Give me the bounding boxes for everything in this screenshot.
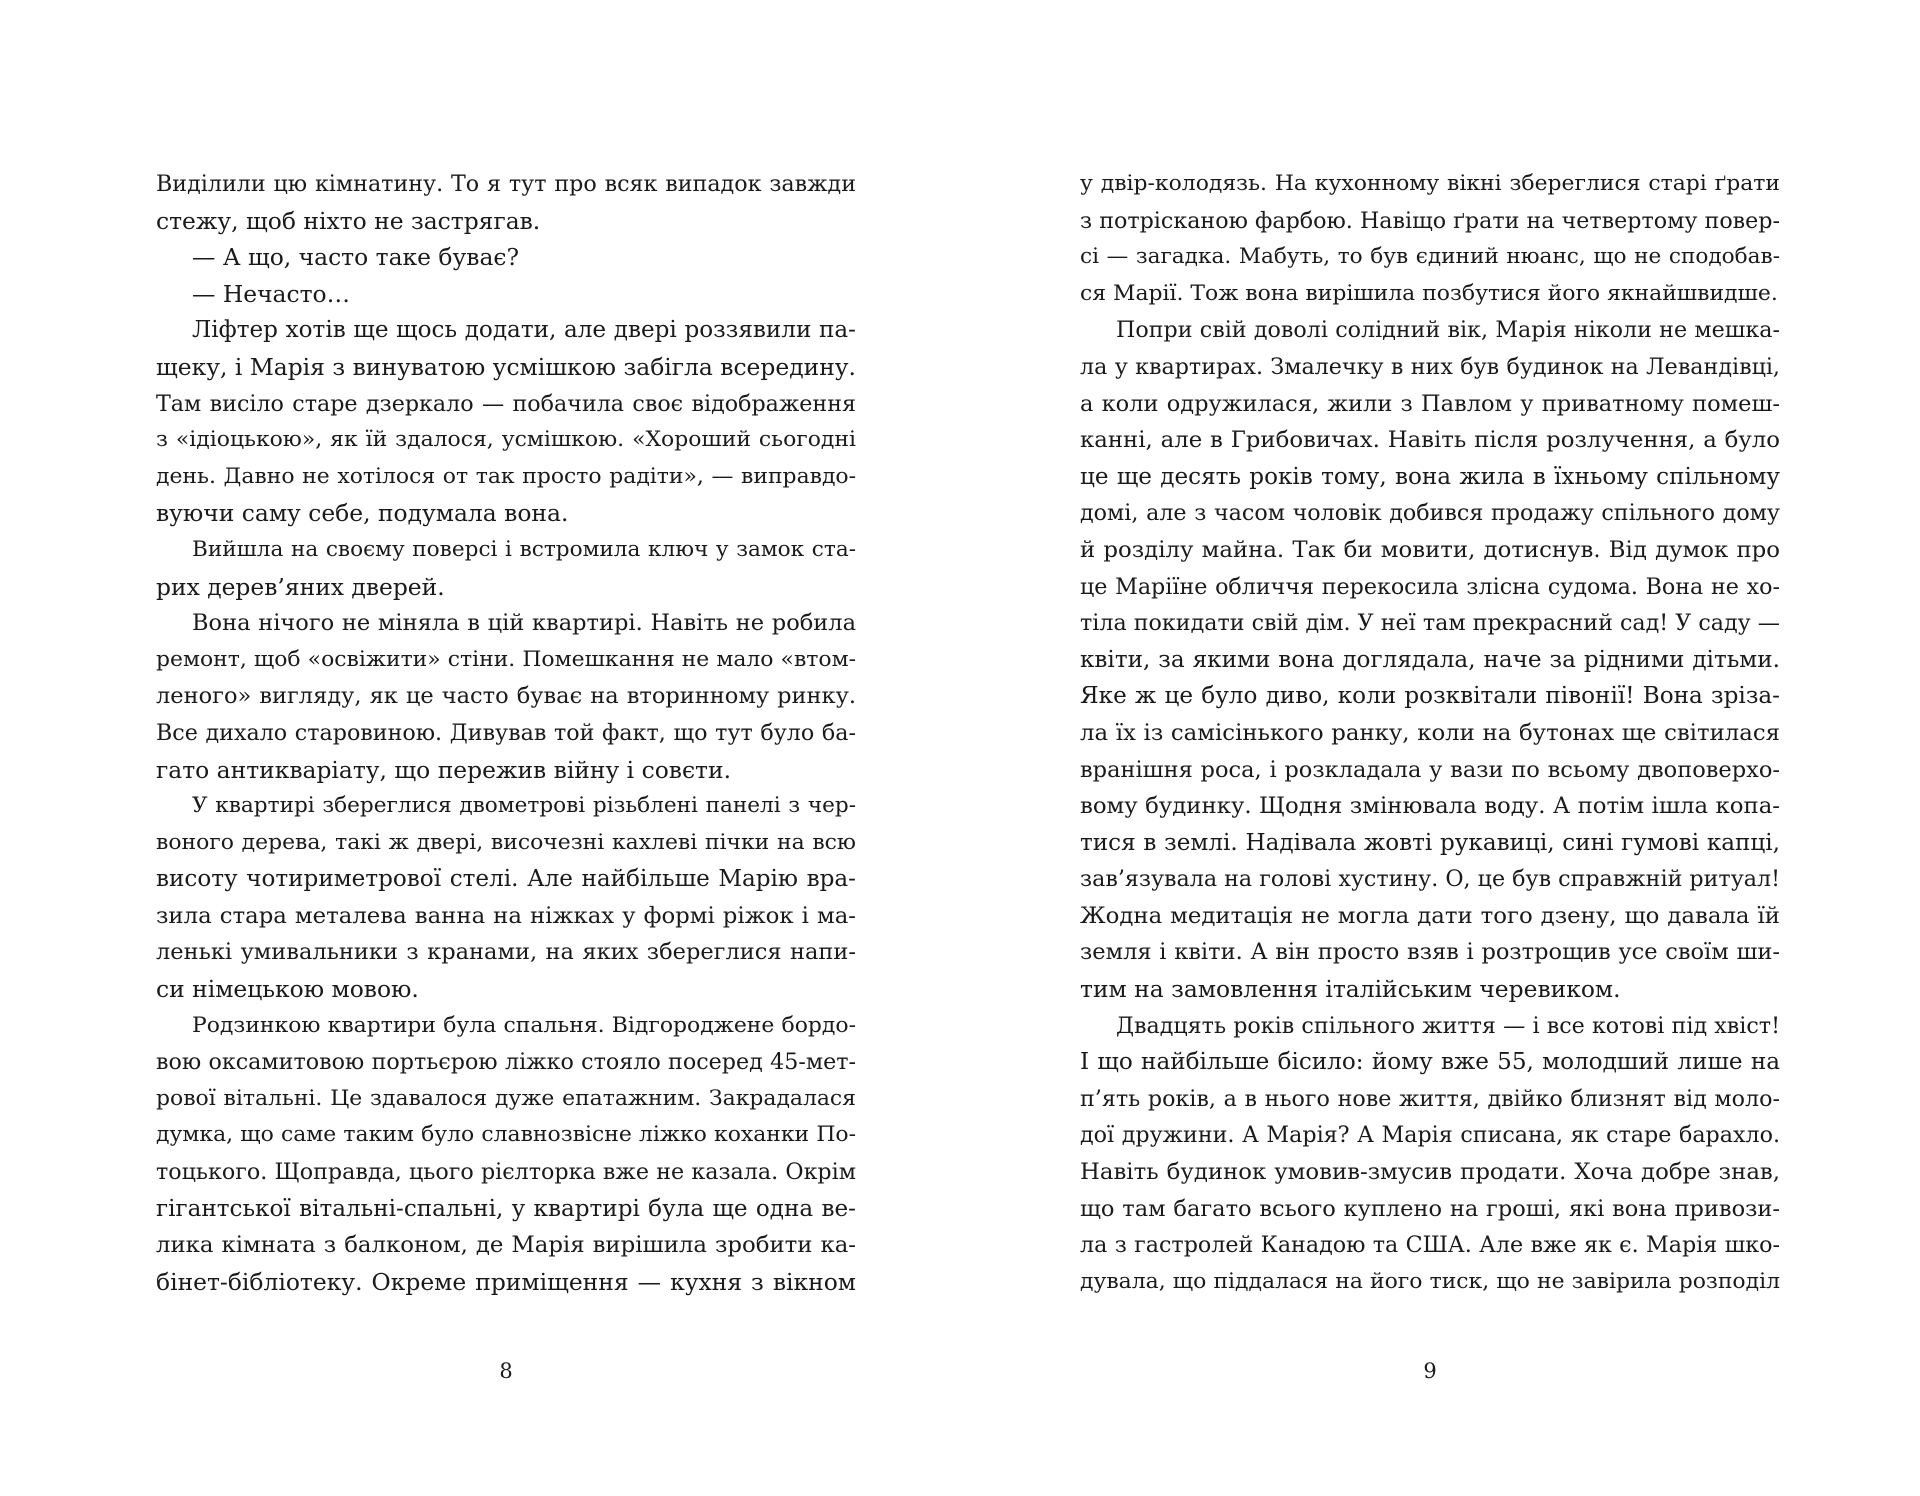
text-line: стежу, щоб ніхто не застрягав. bbox=[156, 206, 541, 235]
right-page-number: 9 bbox=[1423, 1359, 1437, 1383]
text-line: — А що, часто таке буває? bbox=[192, 243, 520, 272]
text-line: тіла покидати свій дім. У неї там прекрасний сад! У саду — bbox=[1080, 610, 1780, 637]
text-line: з потрісканою фарбою. Навіщо ґрати на четвертому повер- bbox=[1080, 207, 1780, 234]
text-line: канні, але в Грибовичах. Навіть після розлучення, а було bbox=[1080, 427, 1780, 454]
text-line: гігантської вітальні-спальні, у квартирі була ще одна ве- bbox=[156, 1195, 856, 1222]
text-line: — Нечасто… bbox=[192, 279, 350, 308]
text-line: щеку, і Марія з винуватою усмішкою забігла всередину. bbox=[156, 352, 856, 381]
text-line: гато антикваріату, що пережив війну і совєти. bbox=[156, 755, 732, 784]
text-line: сі — загадка. Мабуть, то був єдиний нюанс, що не сподобав- bbox=[1080, 244, 1780, 270]
text-line: з «ідіоцькою», як їй здалося, усмішкою. «Хороший сьогодні bbox=[156, 427, 856, 453]
text-line: Яке ж це було диво, коли розквітали півонії! Вона зріза- bbox=[1080, 683, 1780, 710]
text-line: дувала, що піддалася на його тиск, що не завірила розподіл bbox=[1080, 1268, 1780, 1294]
text-line: У квартирі збереглися двометрові різьблені панелі з чер- bbox=[192, 793, 856, 819]
text-line: це ще десять років тому, вона жила в їхньому спільному bbox=[1080, 463, 1780, 490]
text-line: си німецькою мовою. bbox=[156, 975, 419, 1004]
text-line: ла у квартирах. Змалечку в них був будинок на Левандівці, bbox=[1080, 353, 1780, 380]
text-line: що там багато всього куплено на гроші, які вона привози- bbox=[1080, 1195, 1780, 1222]
text-line: Вона нічого не міняла в цій квартирі. Навіть не робила bbox=[192, 610, 856, 637]
text-line: Там висіло старе дзеркало — побачила своє відображення bbox=[156, 390, 856, 417]
text-line: вому будинку. Щодня змінювала воду. А потім ішла копа- bbox=[1080, 793, 1780, 820]
text-line: Виділили цю кімнатину. То я тут про всяк випадок завжди bbox=[156, 171, 856, 197]
text-line: тоцького. Щоправда, цього рієлторка вже не казала. Окрім bbox=[156, 1159, 856, 1186]
text-line: тися в землі. Надівала жовті рукавиці, сині гумові капці, bbox=[1080, 829, 1780, 856]
left-page-text bbox=[156, 166, 856, 1300]
text-line: Ліфтер хотів ще щось додати, але двері роззявили па- bbox=[192, 317, 856, 344]
text-line: Вийшла на своєму поверсі і встромила ключ у замок ста- bbox=[192, 536, 856, 562]
text-line: Жодна медитація не могла дати того дзену, що давала їй bbox=[1080, 902, 1780, 929]
text-line: бінет-бібліотеку. Окреме приміщення — кухня з вікном bbox=[156, 1267, 856, 1296]
text-line: Попри свій доволі солідний вік, Марія ніколи не мешка- bbox=[1116, 317, 1780, 344]
text-line: рової вітальні. Це здавалося дуже епатажним. Закрадалася bbox=[156, 1085, 856, 1111]
text-line: п’ять років, а в нього нове життя, двійко близнят від моло- bbox=[1080, 1085, 1780, 1112]
right-page bbox=[1080, 166, 1780, 1416]
text-line: Родзинкою квартири була спальня. Відгороджене бордо- bbox=[192, 1012, 856, 1038]
text-line: вранішня роса, і розкладала у вази по всьому двоповерхо- bbox=[1080, 756, 1780, 783]
right-page-text bbox=[1080, 166, 1780, 1300]
left-page-number: 8 bbox=[499, 1359, 513, 1383]
text-line: І що найбільше бісило: йому вже 55, молодший лише на bbox=[1080, 1049, 1780, 1076]
text-line: рих дерев’яних дверей. bbox=[156, 572, 445, 601]
text-line: думка, що саме таким було славнозвісне ліжко коханки По- bbox=[156, 1122, 856, 1148]
text-line: земля і квіти. А він просто взяв і розтрощив усе своїм ши- bbox=[1080, 939, 1780, 966]
text-line: ся Марії. Тож вона вирішила позбутися його якнайшвидше. bbox=[1080, 280, 1778, 306]
text-line: це Маріїне обличчя перекосила злісна судома. Вона не хо- bbox=[1080, 573, 1780, 600]
text-line: вуючи саму себе, подумала вона. bbox=[156, 499, 569, 528]
text-line: зав’язувала на голові хустину. О, це був справжній ритуал! bbox=[1080, 866, 1780, 893]
text-line: Все дихало старовиною. Дивував той факт, що тут було ба- bbox=[156, 719, 856, 746]
text-line: Навіть будинок умовив-змусив продати. Хоча добре знав, bbox=[1080, 1159, 1780, 1186]
text-line: ла з гастролей Канадою та США. Але вже як є. Марія шко- bbox=[1080, 1232, 1780, 1259]
text-line: Двадцять років спільного життя — і все котові під хвіст! bbox=[1116, 1012, 1780, 1039]
text-line: дої дружини. А Марія? А Марія списана, як старе барахло. bbox=[1080, 1122, 1780, 1149]
text-line: ленькі умивальники з кранами, на яких збереглися напи- bbox=[156, 939, 856, 966]
text-line: ла їх із самісінького ранку, коли на бутонах ще світилася bbox=[1080, 719, 1780, 746]
text-line: квіти, за якими вона доглядала, наче за рідними дітьми. bbox=[1080, 646, 1780, 673]
text-line: домі, але з часом чоловік добився продажу спільного дому bbox=[1080, 500, 1780, 527]
text-line: воного дерева, такі ж двері, височезні кахлеві пічки на всю bbox=[156, 829, 856, 855]
text-line: вою оксамитовою портьєрою ліжко стояло посеред 45-мет- bbox=[156, 1049, 856, 1076]
text-line: зила стара металева ванна на ніжках у формі ріжок і ма- bbox=[156, 902, 856, 929]
text-line: ремонт, щоб «освіжити» стіни. Помешкання не мало «втом- bbox=[156, 646, 856, 672]
text-line: леного» вигляду, як це часто буває на вторинному ринку. bbox=[156, 683, 856, 710]
text-line: а коли одружилася, жили з Павлом у приватному помеш- bbox=[1080, 390, 1780, 417]
text-line: тим на замовлення італійським черевиком. bbox=[1080, 975, 1621, 1004]
text-line: й розділу майна. Так би мовити, дотиснув. Від думок про bbox=[1080, 536, 1780, 563]
text-line: висоту чотириметрової стелі. Але найбільше Марію вра- bbox=[156, 866, 856, 893]
text-line: у двір-колодязь. На кухонному вікні збереглися старі ґрати bbox=[1080, 171, 1780, 196]
left-page bbox=[156, 166, 856, 1416]
text-line: день. Давно не хотілося от так просто радіти», — виправдо- bbox=[156, 463, 856, 489]
text-line: лика кімната з балконом, де Марія вирішила зробити ка- bbox=[156, 1232, 856, 1259]
